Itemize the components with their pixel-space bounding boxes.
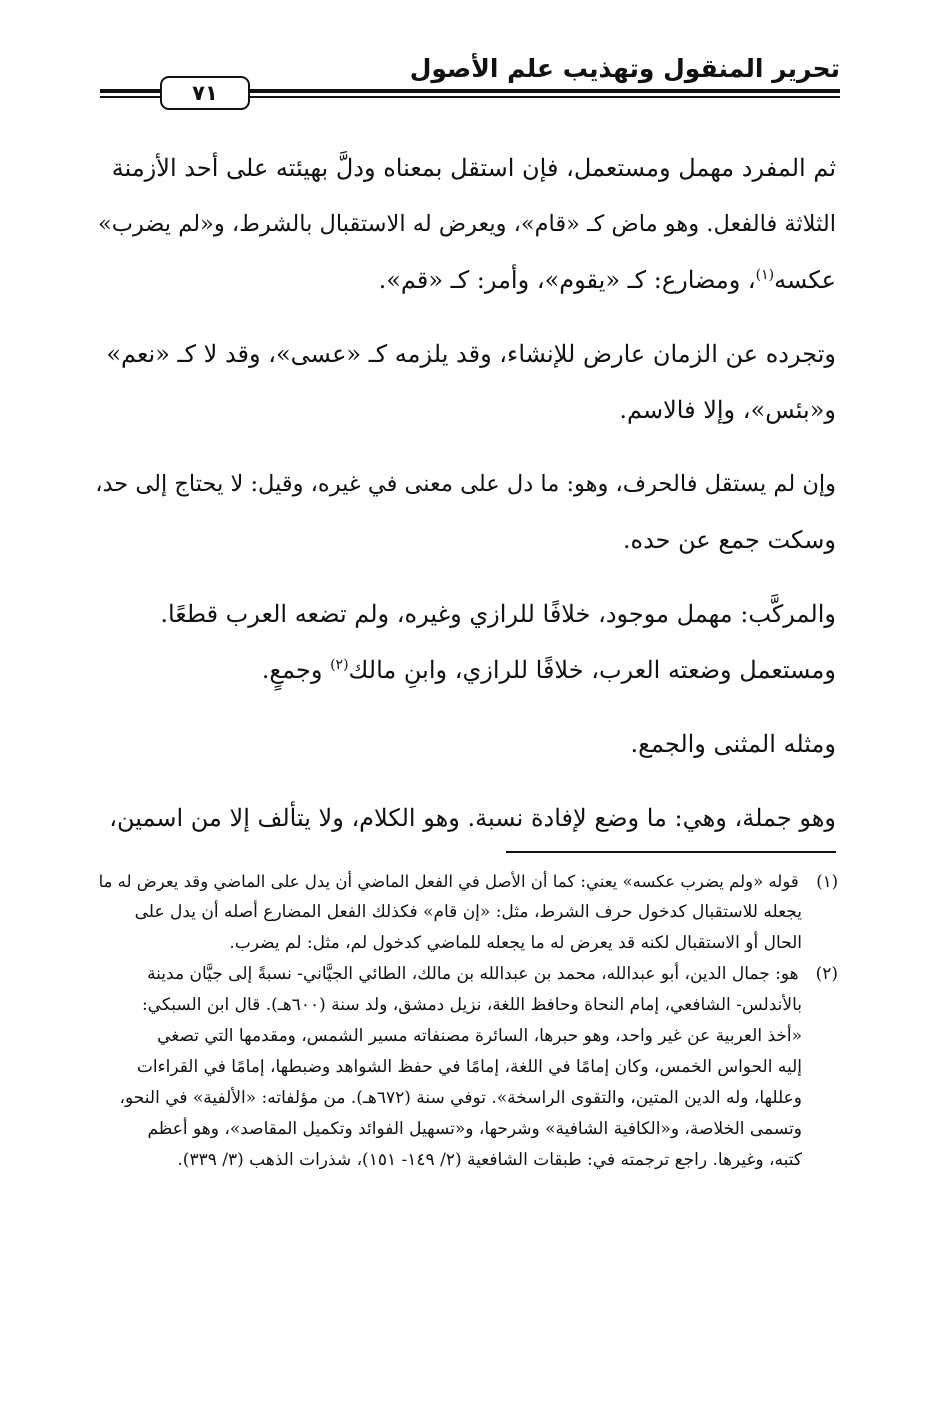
text-line: الثلاثة فالفعل. وهو ماض كـ «قام»، ويعرض له الاستقبال بالشرط، و«لم يضرب»	[97, 211, 836, 237]
paragraph-4	[94, 586, 836, 698]
footnote-line	[94, 959, 838, 990]
footnote-line: يجعله للاستقبال كدخول حرف الشرط، مثل: «إن قام» فكذلك الفعل المضارع أصله أن يدل على	[134, 902, 802, 922]
text-line: وتجرده عن الزمان عارض للإنشاء، وقد يلزمه كـ «عسى»، وقد لا كـ «نعم»	[106, 340, 836, 368]
text-line: ومثله المثنى والجمع.	[630, 730, 836, 758]
footnote-line: الحال أو الاستقبال لكنه قد يعرض له ما يجعله للماضي كدخول لم، مثل: لم يضرب.	[229, 933, 802, 953]
text-line: ثم المفرد مهمل ومستعمل، فإن استقل بمعناه ودلَّ بهيئته على أحد الأزمنة	[111, 154, 836, 182]
footnote-2	[94, 959, 838, 1176]
footnote-line	[94, 866, 838, 897]
text-line	[94, 642, 836, 698]
footnote-1	[94, 866, 838, 959]
running-title: تحرير المنقول وتهذيب علم الأصول	[409, 54, 840, 83]
page-header	[100, 52, 840, 105]
footnote-marker-1[interactable]: (١)	[755, 267, 775, 283]
paragraph-2	[94, 326, 836, 438]
text-line: وهو جملة، وهي: ما وضع لإفادة نسبة. وهو الكلام، ولا يتألف إلا من اسمين،	[109, 804, 836, 832]
page-number: ٧١	[160, 76, 250, 110]
main-text	[94, 140, 836, 846]
text-segment: ومستعمل وضعته العرب، خلافًا للرازي، وابنِ مالك	[348, 656, 836, 684]
text-segment: ، ومضارع: كـ «يقوم»، وأمر: كـ «قم».	[378, 266, 756, 294]
footnote-number: (١)	[816, 872, 838, 891]
footnote-separator	[506, 851, 836, 853]
text-segment: وجمعٍ.	[261, 656, 331, 684]
text-segment: عكسه	[774, 266, 836, 294]
footnote-line: وتسمى الخلاصة، و«الكافية الشافية» وشرحها، و«تسهيل الفوائد وتكميل المقاصد»، وهو أعظم	[147, 1119, 802, 1139]
footnote-number: (٢)	[815, 964, 838, 984]
text-line: و«بئس»، وإلا فالاسم.	[619, 396, 836, 424]
paragraph-6	[94, 790, 836, 846]
footnotes	[94, 866, 838, 1176]
paragraph-5	[94, 716, 836, 772]
footnote-line: «أخذ العربية عن غير واحد، وهو حبرها، السائرة مصنفاته مسير الشمس، ومقدمها التي تصغي	[157, 1026, 802, 1046]
paragraph-3	[94, 456, 836, 568]
footnote-line: بالأندلس- الشافعي، إمام النحاة وحافظ اللغة، نزيل دمشق، ولد سنة (٦٠٠هـ). قال ابن السبكي:	[141, 995, 802, 1015]
paragraph-1	[94, 140, 836, 308]
footnote-marker-2[interactable]: (٢)	[330, 657, 349, 673]
text-segment: هو: جمال الدين، أبو عبدالله، محمد بن عبدالله بن مالك، الطائي الجيَّاني- نسبةً إلى جيَّان مدينة	[147, 964, 799, 984]
text-line: والمركَّب: مهمل موجود، خلافًا للرازي وغيره، ولم تضعه العرب قطعًا.	[160, 600, 836, 628]
text-line	[94, 252, 836, 308]
footnote-line: إليه الحواس الخمس، وكان إمامًا في اللغة، إمامًا في حفظ الشواهد وضبطها، إمامًا في القراءات	[136, 1057, 802, 1077]
text-segment: قوله «ولم يضرب عكسه» يعني: كما أن الأصل في الفعل الماضي أن يدل على الماضي وقد يعرض له ما	[98, 872, 799, 891]
footnote-line: وعللها، وله الدين المتين، والتقوى الراسخة». توفي سنة (٦٧٢هـ). من مؤلفاته: «الألفية» في النحو،	[119, 1088, 802, 1108]
text-line: وسكت جمع عن حده.	[622, 526, 836, 554]
text-line: وإن لم يستقل فالحرف، وهو: ما دل على معنى في غيره، وقيل: لا يحتاج إلى حد،	[95, 471, 836, 497]
footnote-line: كتبه، وغيرها. راجع ترجمته في: طبقات الشافعية (٢/ ١٤٩- ١٥١)، شذرات الذهب (٣/ ٣٣٩).	[177, 1150, 802, 1170]
